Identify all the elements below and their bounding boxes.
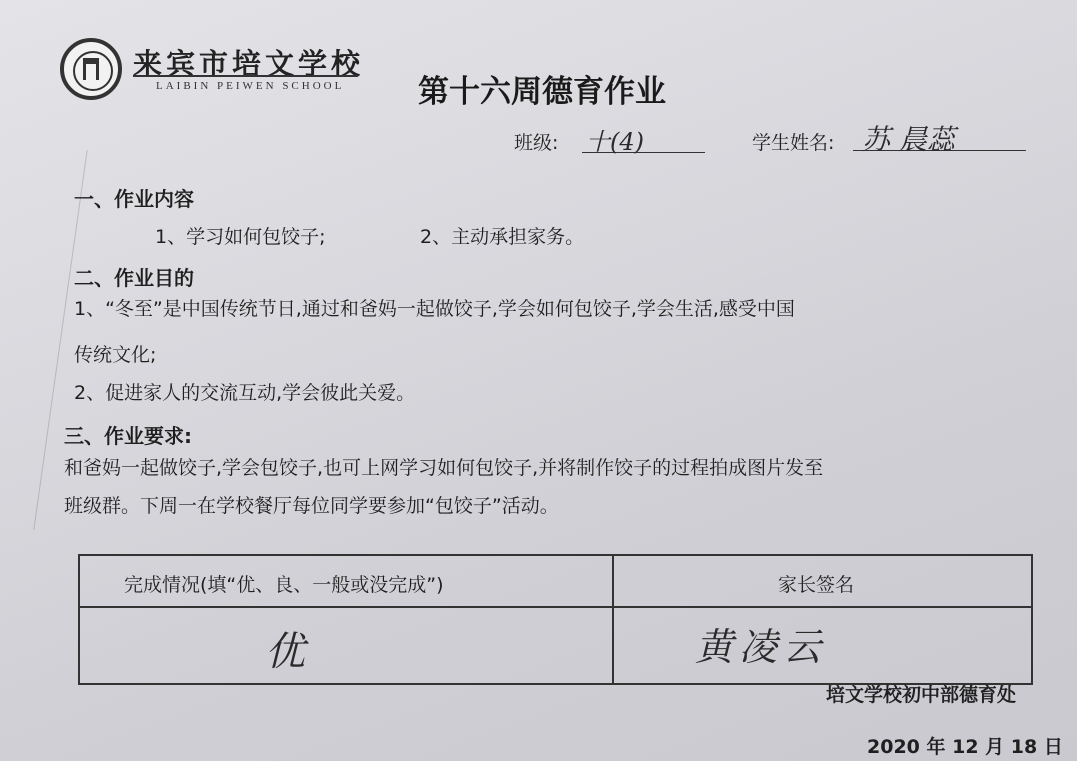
completion-table: [78, 554, 1033, 685]
section-heading-requirements: 三、作业要求:: [64, 424, 192, 448]
purpose-line-3: 2、促进家人的交流互动,学会彼此关爱。: [74, 382, 416, 404]
table-row-divider: [80, 606, 1031, 608]
section-heading-content: 一、作业内容: [74, 187, 194, 211]
issuing-office: 培文学校初中部德育处: [826, 684, 1017, 706]
school-name-english: LAIBIN PEIWEN SCHOOL: [156, 80, 345, 92]
table-column-divider: [612, 556, 614, 683]
requirement-line-1: 和爸妈一起做饺子,学会包饺子,也可上网学习如何包饺子,并将制作饺子的过程拍成图片发至: [64, 457, 824, 479]
content-item-2: 2、主动承担家务。: [420, 226, 585, 248]
content-item-1: 1、学习如何包饺子;: [155, 226, 326, 248]
requirement-line-2: 班级群。下周一在学校餐厅每位同学要参加“包饺子”活动。: [64, 495, 559, 517]
completion-status-header: 完成情况(填“优、良、一般或没完成”): [124, 574, 444, 596]
parent-signature-header: 家长签名: [778, 574, 855, 596]
class-label: 班级:: [514, 132, 559, 154]
completion-status-value: 优: [265, 629, 305, 675]
class-value: 十(4): [586, 128, 644, 156]
logo-mark: [83, 58, 99, 80]
section-heading-purpose: 二、作业目的: [74, 266, 194, 290]
student-name-value: 苏 晨蕊: [862, 123, 955, 156]
purpose-line-2: 传统文化;: [74, 344, 157, 366]
school-name-underline: [133, 75, 358, 77]
student-name-label: 学生姓名:: [752, 132, 835, 154]
purpose-line-1: 1、“冬至”是中国传统节日,通过和爸妈一起做饺子,学会如何包饺子,学会生活,感受中国: [74, 298, 795, 320]
school-logo-icon: [60, 38, 122, 100]
parent-signature-value: 黄凌云: [695, 625, 828, 669]
school-name: 来宾市培文学校: [133, 47, 365, 81]
document-title: 第十六周德育作业: [418, 74, 666, 110]
issue-date: 2020 年 12 月 18 日: [867, 736, 1063, 758]
